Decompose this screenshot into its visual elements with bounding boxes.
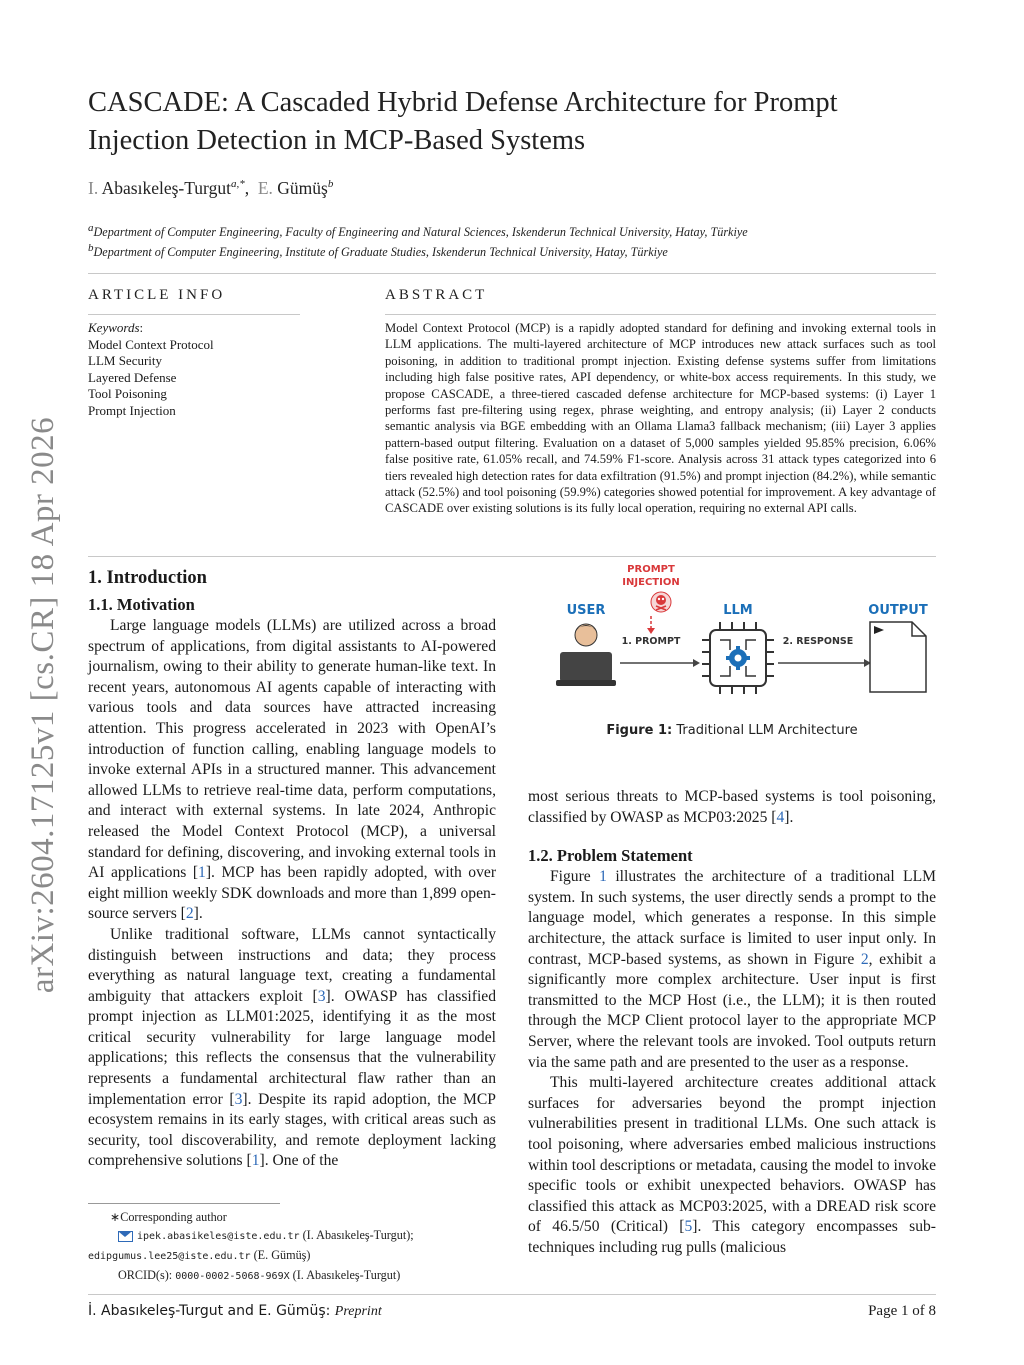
skull-icon bbox=[651, 592, 671, 612]
author-separator: , bbox=[244, 178, 250, 198]
intro-paragraph-1: Large language models (LLMs) are utilized across a broad spectrum of applications, from digital assistants to AI-powered journalism, owing to their ability to generate human-like text. In recent years, autonomous AI agents capable of interacting with various tools and data sources have attracted increasing attention. This progress accelerated in 2023 with OpenAI’s introduction of function calling, enabling language models to invoke external APIs in a structured manner. This advancement allowed LLMs to retrieve real-time data, perform computations, and interact with external systems. In late 2024, Anthropic released the Model Context Protocol (MCP), a universal standard for defining, discovering, and invoking external tools in AI applications [1]. MCP has been rapidly adopted, with over eight million weekly SDK downloads and more than 1,899 open-source servers [2]. bbox=[88, 617, 497, 923]
section-heading-introduction: 1. Introduction bbox=[88, 568, 207, 588]
document-icon bbox=[870, 622, 926, 692]
user-laptop-icon bbox=[556, 624, 616, 686]
affiliation-b-sup: b bbox=[88, 242, 94, 254]
figure-link[interactable]: 1 bbox=[599, 868, 607, 886]
abstract-rule bbox=[385, 314, 936, 315]
keyword-item: Prompt Injection bbox=[88, 402, 176, 418]
affiliation-a-sup: a bbox=[88, 222, 94, 234]
email-address-1[interactable]: ipek.abasikeles@iste.edu.tr bbox=[137, 1231, 300, 1242]
footer-status: Preprint bbox=[334, 1304, 382, 1319]
subsection-heading-problem-statement: 1.2. Problem Statement bbox=[528, 846, 693, 866]
citation-link[interactable]: 3 bbox=[234, 1090, 243, 1108]
prompt-arrowhead bbox=[693, 659, 700, 667]
header-rule bbox=[88, 273, 936, 274]
affiliation-b-text: Department of Computer Engineering, Institute of Graduate Studies, Iskenderun Technical University, Hatay, Türkiye bbox=[93, 245, 668, 260]
email-icon bbox=[118, 1231, 133, 1242]
problem-paragraph-1: Figure 1 illustrates the architecture of a traditional LLM system. In such systems, the user directly sends a prompt to the language model, which generates a response. In this simple architecture, the attack surface is limited to user input only. In contrast, MCP-based systems, as shown in Figure 2, exhibit a significantly more complex architecture. User input is first transmitted to the MCP Host (i.e., the LLM); it is then routed through the MCP Client protocol layer to the appropriate MCP Server, where the relevant tools are invoked. Tool outputs return via the same path and are presented to the user as a response. bbox=[528, 868, 936, 1071]
article-info-heading: ARTICLE INFO bbox=[88, 287, 226, 303]
orcid-id[interactable]: 0000-0002-5068-969X bbox=[175, 1271, 290, 1282]
keywords-block: Keywords: Model Context Protocol LLM Security Layered Defense Tool Poisoning Prompt Injection bbox=[88, 320, 214, 418]
figure-1-diagram bbox=[528, 560, 938, 710]
problem-paragraph-2: This multi-layered architecture creates additional attack surfaces for adversaries beyond the prompt injection vulnerabilities present in traditional LLMs. One such attack is tool poisoning, where adversaries embed malicious instructions within tool descriptions or metadata, causing the model to invoke specific tools or exhibit unexpected behaviors. OWASP has classified this attack as MCP03:2025, with a DREAD risk score of 46.5/50 (Critical) [5]. This category encompasses sub-techniques including rug pulls (malicious bbox=[528, 1074, 936, 1256]
citation-link[interactable]: 5 bbox=[684, 1218, 693, 1236]
output-label: OUTPUT bbox=[868, 603, 928, 618]
footnote-rule bbox=[88, 1203, 280, 1204]
email-line-2: edipgumus.lee25@iste.edu.tr (E. Gümüş) bbox=[88, 1248, 311, 1262]
user-label: USER bbox=[566, 603, 606, 618]
injection-label-2: INJECTION bbox=[622, 577, 680, 588]
intro-paragraph-2: Unlike traditional software, LLMs cannot syntactically distinguish between instructions and data; they process everything as natural language text, creating a fundamental ambiguity that attackers exploit [3]. OWASP has classified prompt injection as LLM01:2025, identifying it as the most critical security vulnerability for large language model applications; this reflects the consensus that the vulnerability represents a fundamental architectural flaw rather than an implementation error [3]. Despite its rapid adoption, the MCP ecosystem remains in its early stages, with critical areas such as security, tool discoverability, and remote deployment lacking comprehensive solutions [1]. One of the bbox=[88, 925, 496, 1170]
author-1-initial[interactable]: I. bbox=[88, 178, 99, 198]
abstract-heading: ABSTRACT bbox=[385, 287, 488, 303]
citation-link[interactable]: 4 bbox=[776, 808, 785, 826]
figure-link[interactable]: 2 bbox=[860, 950, 869, 968]
keyword-item: Layered Defense bbox=[88, 369, 177, 385]
right-column bbox=[528, 787, 936, 1258]
right-column-continuation: most serious threats to MCP-based systems is tool poisoning, classified by OWASP as MCP03:2025 [4]. bbox=[528, 788, 936, 826]
abstract-bottom-rule bbox=[88, 556, 936, 557]
footer-rule bbox=[88, 1294, 936, 1295]
paper-title: CASCADE: A Cascaded Hybrid Defense Architecture for Prompt Injection Detection in MCP-Based Systems bbox=[88, 87, 838, 156]
figure-caption-label: Figure 1: bbox=[606, 723, 673, 738]
orcid-line: ORCID(s): 0000-0002-5068-969X (I. Abasıkeleş-Turgut) bbox=[118, 1268, 401, 1282]
author-1-sup: a,* bbox=[230, 178, 245, 191]
citation-link[interactable]: 2 bbox=[185, 905, 194, 923]
citation-link[interactable]: 1 bbox=[198, 864, 206, 882]
figure-1-caption bbox=[528, 723, 936, 738]
author-1-name: Abasıkeleş-Turgut bbox=[101, 178, 231, 198]
footnotes bbox=[88, 1208, 508, 1286]
left-column bbox=[88, 566, 496, 1172]
llm-label: LLM bbox=[723, 603, 753, 618]
footer-authors: İ. Abasıkeleş-Turgut and E. Gümüş: bbox=[88, 1303, 331, 1319]
injection-label-1: PROMPT bbox=[627, 564, 675, 575]
affiliation-b bbox=[88, 242, 668, 260]
injection-arrowhead bbox=[647, 628, 655, 634]
keyword-item: LLM Security bbox=[88, 353, 163, 368]
keyword-item: Model Context Protocol bbox=[88, 336, 214, 352]
affiliation-a bbox=[88, 222, 748, 240]
abstract-text: Model Context Protocol (MCP) is a rapidly adopted standard for defining and invoking external tools in LLM applications. The multi-layered architecture of MCP introduces new attack surfaces such as tool poisoning, in addition to traditional prompt injection. Existing defense systems suffer from limitations including high false positive rates, API dependency, or white-box access requirements. In this study, we propose CASCADE, a three-tiered cascaded defense architecture for MCP-based systems: (i) Layer 1 performs fast pre-filtering using regex, phrase weighting, and entropy analysis; (ii) Layer 2 conducts semantic analysis via BGE embedding with an Ollama Llama3 fallback mechanism; (iii) Layer 3 applies pattern-based output filtering. Evaluation on a dataset of 5,000 samples yielded 95.85% precision, 6.06% false positive rate, 61.05% recall, and 74.59% F1-score. Analysis across 31 attack types categorized into 6 tiers revealed high detection rates for data exfiltration (91.5%) and prompt injection (84.2%), while semantic attack (52.5%) and tool poisoning (59.9%) categories showed potential for improvement. A key advantage of CASCADE over existing solutions is its fully local operation, requiring no external API calls. bbox=[385, 321, 936, 516]
email-address-2[interactable]: edipgumus.lee25@iste.edu.tr bbox=[88, 1251, 251, 1262]
arxiv-stamp: arXiv:2604.17125v1 [cs.CR] 18 Apr 2026 bbox=[25, 416, 61, 994]
citation-link[interactable]: 1 bbox=[251, 1152, 260, 1170]
keyword-item: Tool Poisoning bbox=[88, 386, 167, 401]
author-2-initial[interactable]: E. bbox=[257, 178, 273, 198]
figure-caption-text: Traditional LLM Architecture bbox=[676, 723, 858, 738]
response-arrow-label: 2. RESPONSE bbox=[782, 636, 854, 647]
page-number: Page 1 of 8 bbox=[868, 1303, 936, 1319]
citation-link[interactable]: 3 bbox=[317, 987, 326, 1005]
corresponding-author-note: ∗Corresponding author bbox=[110, 1210, 227, 1224]
keywords-label: Keywords bbox=[88, 320, 140, 335]
article-info-rule bbox=[88, 314, 300, 315]
author-2-name: Gümüş bbox=[277, 178, 328, 198]
footer-left bbox=[88, 1303, 382, 1320]
email-line-1: ipek.abasikeles@iste.edu.tr (I. Abasıkeleş-Turgut); bbox=[88, 1226, 508, 1246]
subsection-heading-motivation: 1.1. Motivation bbox=[88, 595, 195, 614]
prompt-arrow-label: 1. PROMPT bbox=[621, 636, 681, 647]
author-2-sup: b bbox=[327, 178, 334, 191]
affiliation-a-text: Department of Computer Engineering, Faculty of Engineering and Natural Sciences, Iskenderun Technical University, Hatay, Türkiye bbox=[93, 225, 748, 240]
author-line bbox=[88, 178, 333, 199]
